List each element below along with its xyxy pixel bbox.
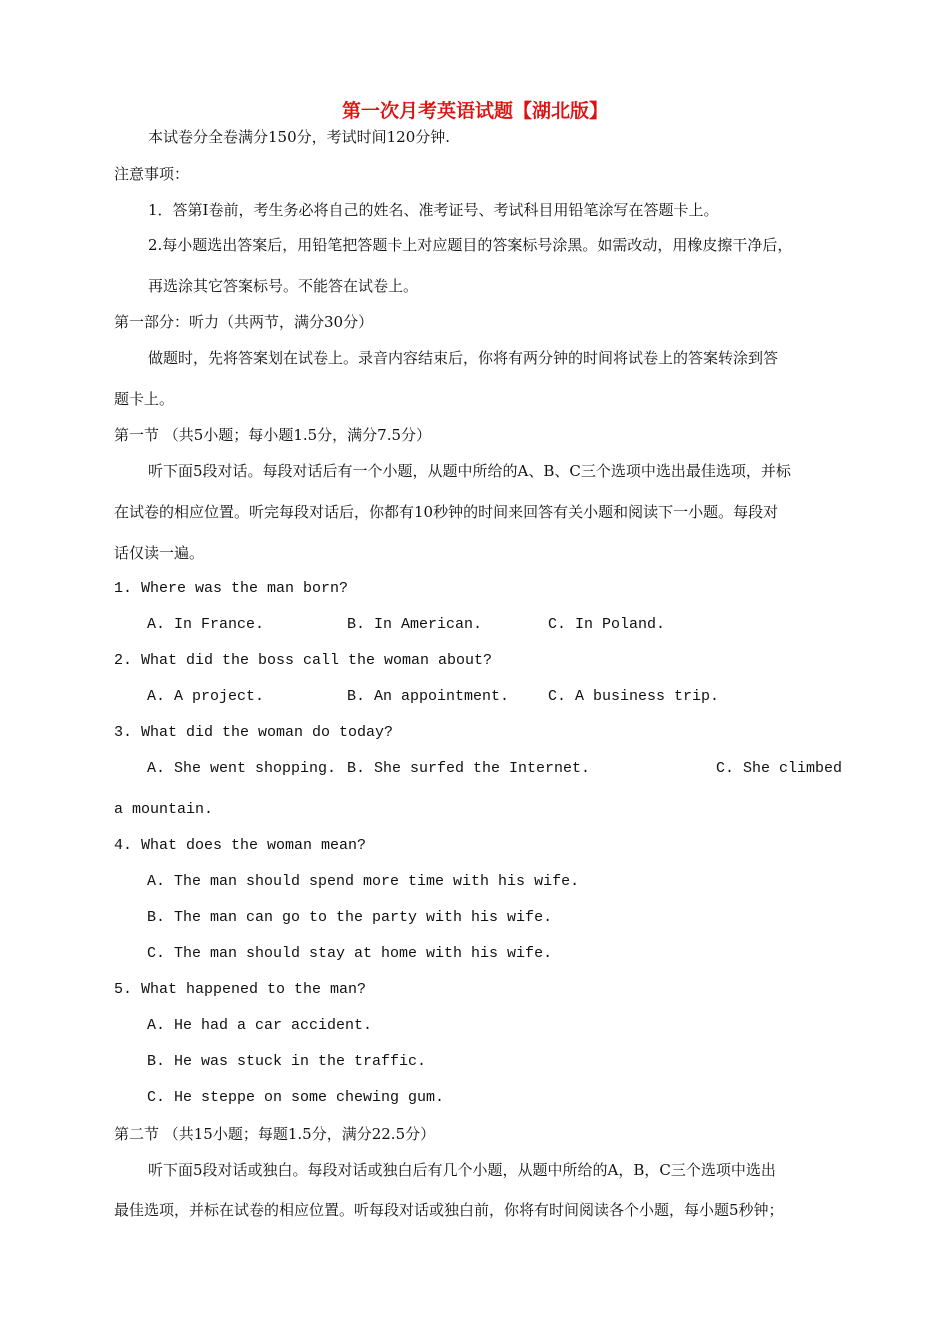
section2-instructions-cont: 最佳选项，并标在试卷的相应位置。听每段对话或独白前，你将有时间阅读各个小题，每小题5秒钟； — [114, 1201, 784, 1219]
q4-option-a: A. The man should spend more time with his wife. — [147, 873, 580, 890]
notice-item-1: 1．答第Ⅰ卷前，考生务必将自己的姓名、准考证号、考试科目用铅笔涂写在答题卡上。 — [148, 201, 719, 219]
q1-option-a: A. In France. — [147, 616, 265, 633]
q3-option-c-cont: a mountain. — [114, 801, 214, 818]
section2-instructions: 听下面5段对话或独白。每段对话或独白后有几个小题，从题中所给的A，B，C三个选项中选出 — [148, 1161, 776, 1179]
section1-instructions-end: 话仅读一遍。 — [114, 544, 205, 562]
part1-heading: 第一部分：听力（共两节，满分30分） — [114, 313, 374, 331]
question-5: 5. What happened to the man? — [114, 981, 367, 998]
intro-text: 本试卷分全卷满分150分，考试时间120分钟. — [148, 128, 451, 146]
q4-option-b: B. The man can go to the party with his wife. — [147, 909, 553, 926]
question-3: 3. What did the woman do today? — [114, 724, 394, 741]
part1-instructions-cont: 题卡上。 — [114, 390, 175, 408]
part1-instructions: 做题时，先将答案划在试卷上。录音内容结束后，你将有两分钟的时间将试卷上的答案转涂到答 — [148, 349, 779, 367]
question-2: 2. What did the boss call the woman about? — [114, 652, 493, 669]
q2-option-c: C. A business trip. — [548, 688, 720, 705]
q3-option-a: A. She went shopping. — [147, 760, 337, 777]
question-1: 1. Where was the man born? — [114, 580, 349, 597]
q5-option-b: B. He was stuck in the traffic. — [147, 1053, 427, 1070]
notice-item-2: 2.每小题选出答案后，用铅笔把答题卡上对应题目的答案标号涂黑。如需改动，用橡皮擦干净后， — [148, 236, 793, 254]
q1-option-b: B. In American. — [347, 616, 483, 633]
notice-item-2-cont: 再选涂其它答案标号。不能答在试卷上。 — [148, 277, 419, 295]
section2-heading: 第二节 （共15小题；每题1.5分，满分22.5分） — [114, 1125, 436, 1143]
section1-instructions: 听下面5段对话。每段对话后有一个小题，从题中所给的A、B、C三个选项中选出最佳选项，并标 — [148, 462, 791, 480]
page-title: 第一次月考英语试题【湖北版】 — [341, 100, 608, 122]
q5-option-c: C. He steppe on some chewing gum. — [147, 1089, 445, 1106]
q3-option-c: C. She climbed — [716, 760, 843, 777]
q2-option-b: B. An appointment. — [347, 688, 510, 705]
section1-instructions-cont: 在试卷的相应位置。听完每段对话后，你都有10秒钟的时间来回答有关小题和阅读下一小题。每段对 — [114, 503, 779, 521]
notice-heading: 注意事项： — [114, 165, 190, 183]
q4-option-c: C. The man should stay at home with his wife. — [147, 945, 553, 962]
q3-option-b: B. She surfed the Internet. — [347, 760, 591, 777]
q2-option-a: A. A project. — [147, 688, 265, 705]
q1-option-c: C. In Poland. — [548, 616, 666, 633]
question-4: 4. What does the woman mean? — [114, 837, 367, 854]
q5-option-a: A. He had a car accident. — [147, 1017, 373, 1034]
section1-heading: 第一节 （共5小题；每小题1.5分，满分7.5分） — [114, 426, 432, 444]
